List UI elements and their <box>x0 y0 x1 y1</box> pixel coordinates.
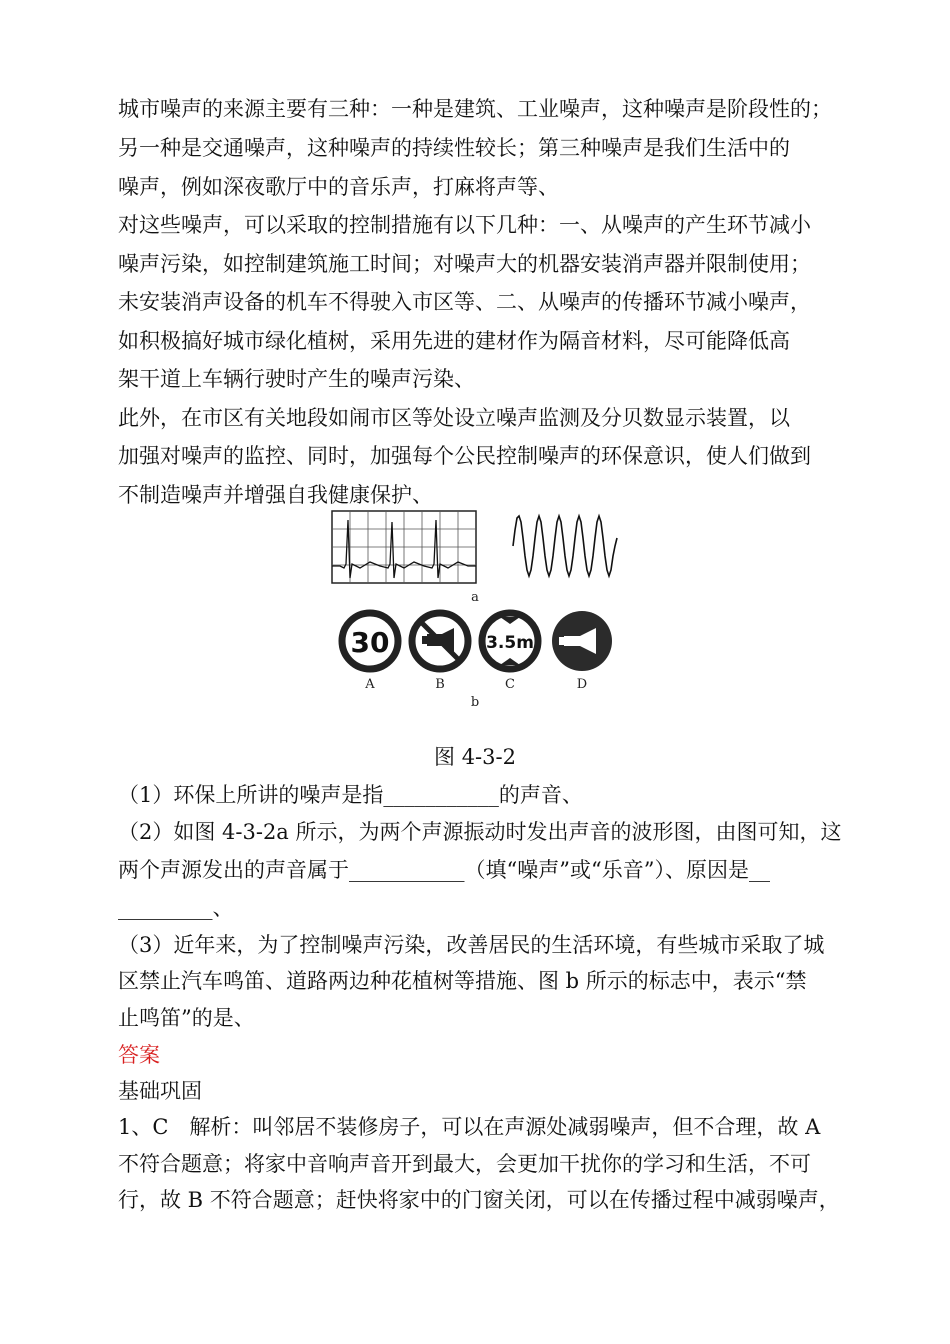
paragraph-line: 噪声污染，如控制建筑施工时间；对噪声大的机器安装消声器并限制使用； <box>118 252 811 276</box>
section-title: 基础巩固 <box>118 1079 202 1103</box>
paragraph-line: 如积极搞好城市绿化植树，采用先进的建材作为隔音材料，尽可能降低高 <box>118 329 790 353</box>
sign-letter: B <box>435 677 445 692</box>
musical-waveform <box>513 516 617 576</box>
answer-line: 行，故 B 不符合题意；赶快将家中的门窗关闭，可以在传播过程中减弱噪声， <box>118 1188 840 1212</box>
no-horn-sign-icon <box>412 613 468 669</box>
sign-a-text: 30 <box>350 626 390 659</box>
sign-height-limit <box>482 613 538 669</box>
answer-line: 1、C 解析：叫邻居不装修房子，可以在声源处减弱噪声，但不合理，故 A <box>118 1115 821 1139</box>
figure-caption: 图 4-3-2 <box>434 745 516 769</box>
question-line: _________、 <box>118 896 234 920</box>
sign-c-text: 3.5m <box>486 633 534 653</box>
figure-4-3-2 <box>330 508 630 708</box>
paragraph-line: 不制造噪声并增强自我健康保护、 <box>118 483 433 507</box>
horn-sign-icon <box>552 611 612 671</box>
figure-label-a: a <box>471 590 479 605</box>
paragraph-line: 架干道上车辆行驶时产生的噪声污染、 <box>118 367 475 391</box>
figure-label-b: b <box>470 695 480 708</box>
sign-letter: A <box>365 677 375 692</box>
question-line: （3）近年来，为了控制噪声污染，改善居民的生活环境，有些城市采取了城 <box>118 933 825 957</box>
question-line: 两个声源发出的声音属于___________（填“噪声”或“乐音”）、原因是__ <box>118 858 770 882</box>
noise-waveform <box>332 511 476 583</box>
answer-line: 不符合题意；将家中音响声音开到最大，会更加干扰你的学习和生活，不可 <box>118 1152 811 1176</box>
question-line: 区禁止汽车鸣笛、道路两边种花植树等措施、图 b 所示的标志中，表示“禁 <box>118 969 807 993</box>
sign-letter: C <box>505 677 515 692</box>
sign-speed-limit-30 <box>342 613 398 669</box>
answer-heading: 答案 <box>118 1043 160 1067</box>
paragraph-line: 另一种是交通噪声，这种噪声的持续性较长；第三种噪声是我们生活中的 <box>118 136 790 160</box>
paragraph-line: 未安装消声设备的机车不得驶入市区等、二、从噪声的传播环节减小噪声， <box>118 290 811 314</box>
paragraph-line: 加强对噪声的监控、同时，加强每个公民控制噪声的环保意识，使人们做到 <box>118 444 811 468</box>
sign-letter: D <box>576 677 588 692</box>
paragraph-line: 此外，在市区有关地段如闹市区等处设立噪声监测及分贝数显示装置，以 <box>118 406 790 430</box>
question-line: （2）如图 4-3-2a 所示，为两个声源振动时发出声音的波形图，由图可知，这 <box>118 820 842 844</box>
paragraph-line: 城市噪声的来源主要有三种：一种是建筑、工业噪声，这种噪声是阶段性的； <box>118 97 832 121</box>
paragraph-line: 对这些噪声，可以采取的控制措施有以下几种：一、从噪声的产生环节减小 <box>118 213 811 237</box>
paragraph-line: 噪声，例如深夜歌厅中的音乐声，打麻将声等、 <box>118 175 559 199</box>
question-line: 止鸣笛”的是、 <box>118 1006 255 1030</box>
question-line: （1）环保上所讲的噪声是指___________的声音、 <box>118 783 583 807</box>
